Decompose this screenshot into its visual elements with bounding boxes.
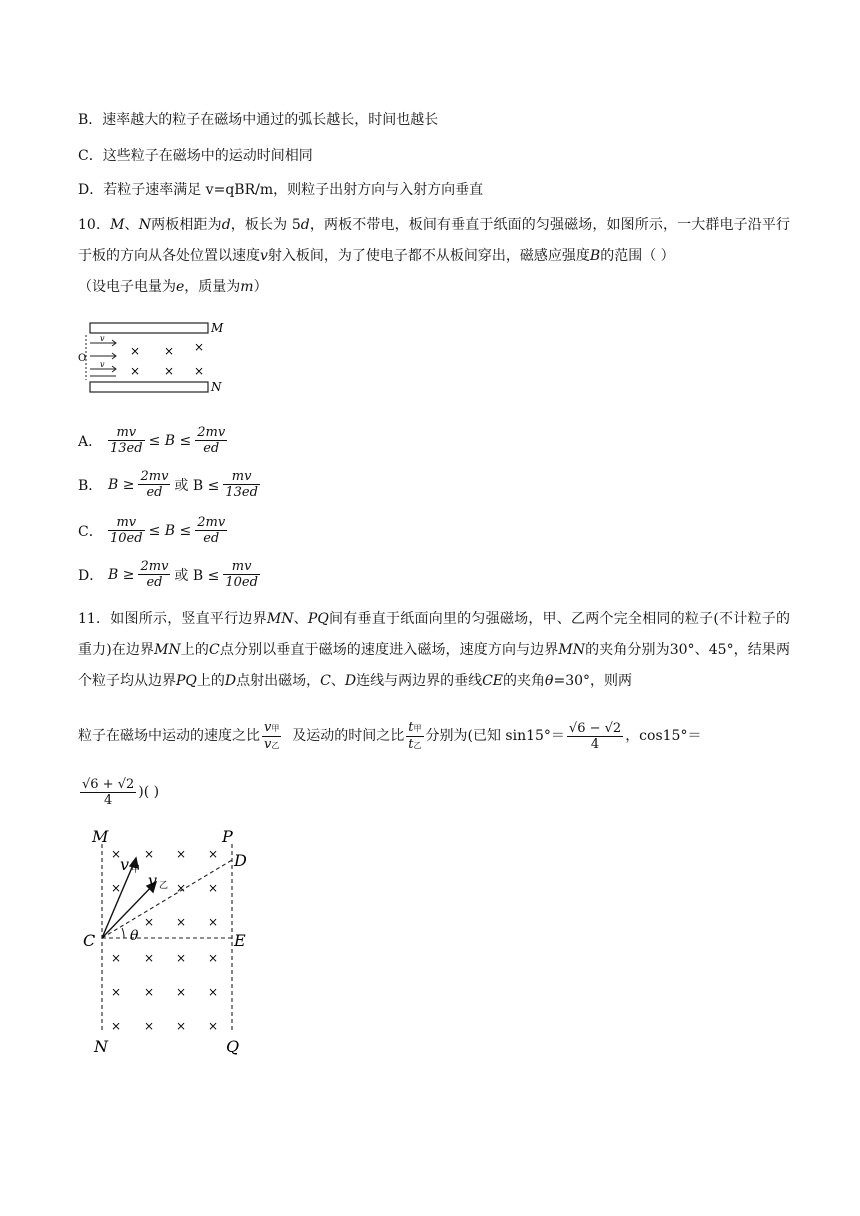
cross: ×: [176, 985, 187, 999]
q10-option-b: [78, 469, 262, 500]
sep: 、: [293, 611, 308, 627]
numerator: mv: [223, 469, 260, 485]
numerator: mv: [108, 515, 145, 531]
cross: ×: [144, 1019, 155, 1033]
cross: ×: [111, 847, 122, 861]
label-n: N: [211, 380, 222, 394]
var-mn: MN: [154, 642, 181, 658]
denominator: ed: [203, 441, 220, 456]
sin15-fraction: [567, 721, 623, 752]
var-m-plate: M: [110, 217, 125, 233]
fraction: [223, 559, 260, 590]
t-den: t: [408, 736, 414, 752]
known-intro: 分别为(已知 sin15°＝: [425, 728, 565, 744]
cos15-fraction: [80, 777, 136, 808]
theta-arc: [122, 928, 124, 938]
q10-text-9: ）: [253, 279, 268, 295]
relation: 或 B ≤: [174, 567, 220, 584]
cross: ×: [208, 951, 219, 965]
sep: 、: [124, 217, 139, 233]
fraction: [108, 425, 145, 456]
q9-option-c: C．这些粒子在磁场中的运动时间相同: [78, 148, 313, 164]
relation: ≤ B ≤: [148, 522, 192, 539]
label-d: D: [234, 851, 247, 870]
q10-option-d: [78, 559, 262, 590]
label-o: O: [78, 353, 87, 364]
q10-text-2: ，板长为 5: [230, 217, 301, 233]
v-den: v: [264, 736, 272, 752]
answer-bracket: )( ): [138, 784, 160, 800]
var-ce: CE: [482, 673, 504, 689]
label-q: Q: [226, 1037, 240, 1056]
denominator: ed: [203, 531, 220, 546]
var-m: m: [240, 279, 254, 295]
var-c: C: [320, 673, 331, 689]
label-m: M: [92, 827, 109, 846]
label-v-yi: v: [148, 871, 158, 890]
q10-figure: [78, 318, 228, 400]
relation: 或 B ≤: [174, 477, 220, 494]
relation: ≤ B ≤: [148, 432, 192, 449]
denominator: ed: [146, 485, 163, 500]
plate-m: [90, 323, 208, 333]
q11-text-1: 如图所示，竖直平行边界: [110, 611, 267, 627]
plate-n: [90, 382, 208, 392]
cross: ×: [111, 985, 122, 999]
cross: ×: [144, 951, 155, 965]
relation: B ≥: [108, 476, 135, 493]
q9-option-d: D．若粒子速率满足 v=qBR/m，则粒子出射方向与入射方向垂直: [78, 182, 484, 198]
cross: ×: [164, 344, 175, 358]
option-label: A．: [78, 433, 103, 450]
label-m: M: [211, 321, 224, 335]
label-sub-yi: 乙: [159, 881, 169, 891]
q11-number: 11．: [78, 611, 111, 627]
option-label: C．: [78, 523, 103, 540]
numerator: 2mv: [140, 469, 169, 484]
var-e: e: [176, 279, 185, 295]
q10-text-3: ，两板不带电，板间有垂直于纸面的匀强磁场，如图所示，一大群电子: [309, 217, 748, 233]
cross: ×: [208, 847, 219, 861]
q10-option-c: [78, 515, 229, 546]
q10-number: 10．: [78, 217, 111, 233]
field-crosses: [111, 847, 218, 1033]
q11-figure: [78, 822, 278, 1058]
q11-text-3: 粒子的重力)在边界: [78, 611, 790, 658]
sub-jia: 甲: [413, 723, 422, 733]
cross: ×: [176, 915, 187, 929]
q11-text-8: 点射出磁场，: [236, 673, 321, 689]
cross: ×: [111, 881, 122, 895]
numerator: mv: [108, 425, 145, 441]
q10-text-7: （设电子电量为: [78, 279, 176, 295]
q10-option-a: [78, 425, 229, 456]
relation: B ≥: [108, 566, 135, 583]
cross: ×: [144, 985, 155, 999]
cross: ×: [208, 985, 219, 999]
var-pq: PQ: [176, 673, 197, 689]
cross: ×: [208, 915, 219, 929]
cross: ×: [111, 951, 122, 965]
sub-yi: 乙: [271, 740, 280, 750]
var-mn: MN: [558, 642, 585, 658]
cross: ×: [144, 847, 155, 861]
cross: ×: [208, 1019, 219, 1033]
label-v-jia: v: [120, 855, 130, 874]
q10-text-4: 沿平行于板的方向从各处位置以速度: [78, 217, 791, 264]
q9-option-b: B．速率越大的粒子在磁场中通过的弧长越长，时间也越长: [78, 112, 439, 128]
cos-intro: ，cos15°＝: [625, 728, 702, 744]
cross: ×: [208, 881, 219, 895]
fraction: [195, 425, 227, 456]
velocity-ratio: [262, 720, 281, 753]
sub-yi: 乙: [413, 740, 422, 750]
cross: ×: [194, 364, 205, 378]
cross: ×: [176, 951, 187, 965]
q11-ratio-line: [78, 716, 701, 756]
sep: 、: [330, 673, 345, 689]
fraction: [223, 469, 260, 500]
q11-cos-line: [78, 772, 159, 812]
label-n: N: [94, 1037, 108, 1056]
var-pq: PQ: [307, 611, 329, 627]
var-d: d: [221, 217, 231, 233]
denominator: 10ed: [225, 575, 258, 590]
var-b: B: [589, 248, 601, 264]
var-n-plate: N: [138, 217, 151, 233]
q10-text-1: 两板相距为: [150, 217, 222, 233]
option-label: D．: [78, 567, 104, 584]
v-num: v: [264, 719, 272, 735]
numerator: 2mv: [197, 515, 226, 530]
denominator: 4: [590, 736, 600, 752]
time-intro: 及运动的时间之比: [292, 728, 405, 744]
denominator: 13ed: [110, 441, 143, 456]
cross: ×: [144, 915, 155, 929]
numerator: 2mv: [140, 559, 169, 574]
label-c: C: [83, 931, 96, 950]
var-theta: θ: [545, 673, 554, 689]
q11-text-2: 间有垂直于纸面向里的匀强磁场，甲、乙两个完全相同的粒子(不计: [328, 611, 748, 627]
numerator: mv: [223, 559, 260, 575]
var-d: D: [344, 673, 357, 689]
fraction: [138, 469, 170, 500]
var-c: C: [209, 642, 220, 658]
denominator: 4: [104, 792, 113, 808]
fraction: [195, 515, 227, 546]
t-num: t: [408, 719, 414, 735]
q11-text-10: 的夹角: [503, 673, 546, 689]
q10-text-8: ，质量为: [184, 279, 241, 295]
q11-text-4: 上的: [180, 642, 210, 658]
label-p: P: [222, 827, 233, 846]
label-v1: v: [100, 334, 105, 343]
var-mn: MN: [266, 611, 294, 627]
fraction: [138, 559, 170, 590]
label-v2: v: [100, 360, 105, 369]
q11-text-5: 点分别以垂直于磁场的速度进入磁场，速度方向与边界: [219, 642, 559, 658]
ratio-intro: 粒子在磁场中运动的速度之比: [78, 728, 260, 744]
var-d: d: [300, 217, 310, 233]
label-e: E: [234, 931, 246, 950]
label-sub-jia: 甲: [131, 865, 141, 875]
cross: ×: [164, 364, 175, 378]
q11-stem: [78, 604, 790, 697]
time-ratio: [406, 720, 423, 753]
cross: ×: [194, 340, 205, 354]
cross: ×: [111, 1019, 122, 1033]
cross: ×: [130, 344, 141, 358]
numerator: 2mv: [197, 425, 226, 440]
q10-text-5: 射入板间，为了使电子都不从板间穿出，磁感应强度: [267, 248, 590, 264]
numerator: √6 − √2: [568, 720, 622, 736]
denominator: 13ed: [225, 485, 258, 500]
option-label: B．: [78, 477, 103, 494]
sub-jia: 甲: [271, 723, 280, 733]
q11-text-4b: 上的: [196, 673, 225, 689]
numerator: √6 + √2: [82, 776, 135, 792]
var-d: D: [224, 673, 237, 689]
q11-text-6: 的夹角分别为30°、: [585, 642, 709, 658]
cross: ×: [176, 881, 187, 895]
q10-text-6: 的范围（ ）: [600, 248, 675, 264]
fraction: [108, 515, 145, 546]
denominator: ed: [146, 575, 163, 590]
q11-text-7: 45°，结果两个粒子均从边界: [78, 642, 791, 689]
cross: ×: [176, 1019, 187, 1033]
cross: ×: [176, 847, 187, 861]
var-v: v: [260, 248, 268, 264]
q11-text-11: =30°，则两: [553, 673, 633, 689]
denominator: 10ed: [110, 531, 143, 546]
cross: ×: [130, 364, 141, 378]
q11-text-9: 连线与两边界的垂线: [356, 673, 483, 689]
field-crosses: [130, 340, 204, 378]
q10-stem: [78, 210, 790, 303]
label-theta: θ: [130, 928, 139, 944]
